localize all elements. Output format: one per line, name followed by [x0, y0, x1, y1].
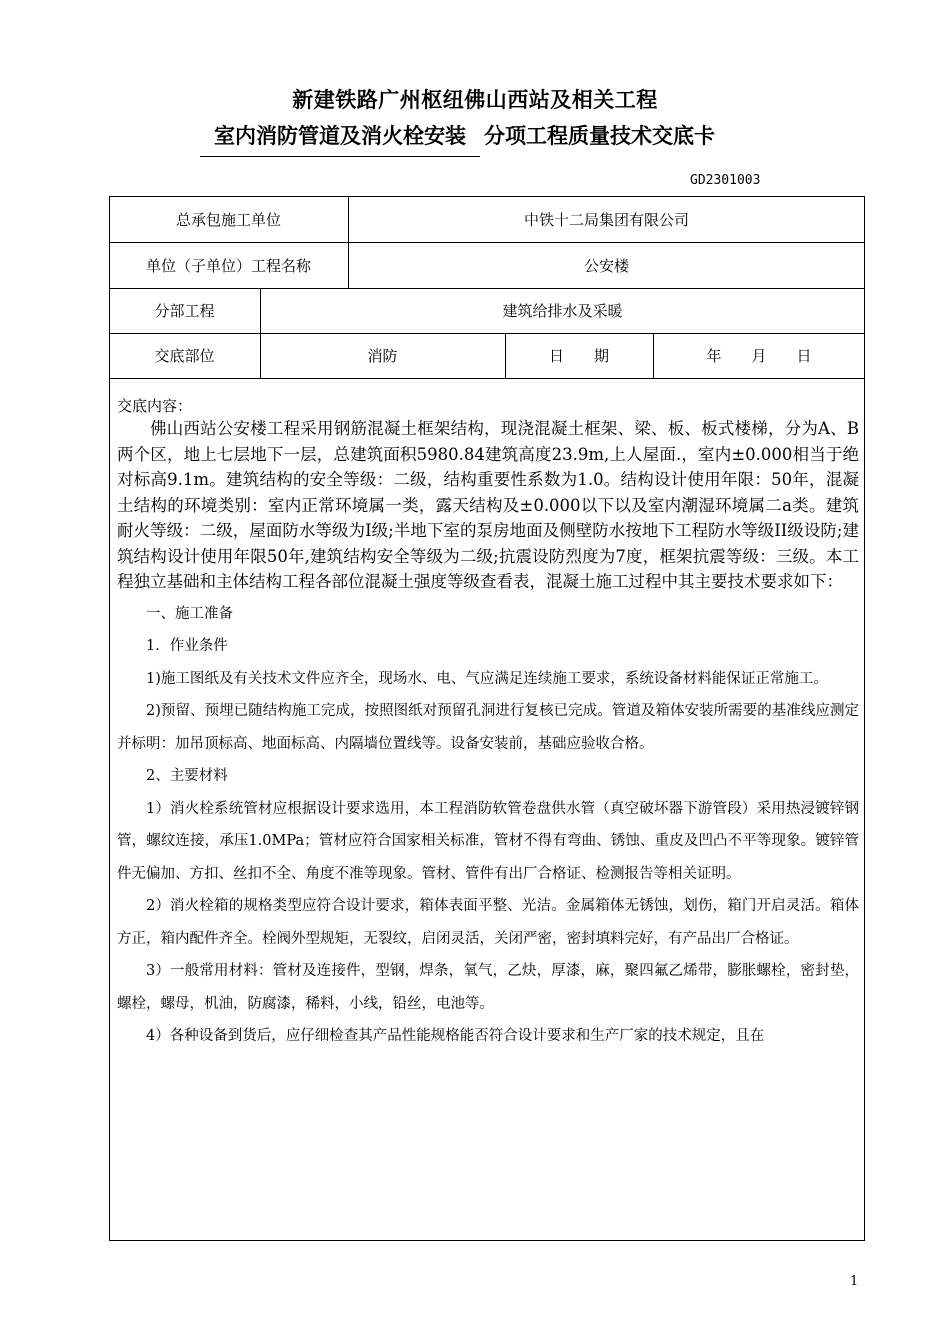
location-label: 交底部位	[154, 347, 215, 365]
table-divider	[109, 378, 865, 379]
material-item: 1）消火栓系统管材应根据设计要求选用，本工程消防软管卷盘供水管（真空破坏器下游管段）采用热浸镀锌钢管，螺纹连接，承压1.0MPa；管材应符合国家相关标准，管材不得有弯曲、锈蚀、重皮及凹凸不平等现象。镀锌管件无偏加、方扣、丝扣不全、角度不准等现象。管材、管件有出厂合格证、检测报告等相关证明。	[117, 800, 859, 882]
material-item: 3）一般常用材料：管材及连接件，型钢，焊条，氧气，乙炔，厚漆，麻，聚四氟乙烯带，膨胀螺栓，密封垫，螺栓，螺母，机油，防腐漆，稀料，小线，铅丝，电池等。	[117, 963, 859, 1012]
contractor-value: 中铁十二局集团有限公司	[523, 210, 689, 229]
page-number: 1	[850, 1274, 859, 1289]
material-item: 2）消火栓箱的规格类型应符合设计要求，箱体表面平整、光洁。金属箱体无锈蚀，划伤，箱门开启灵活。箱体方正，箱内配件齐全。栓阀外型规矩，无裂纹，启闭灵活，关闭严密，密封填料完好，有产品出厂合格证。	[117, 898, 859, 947]
content-label: 交底内容：	[117, 397, 193, 415]
contractor-label: 总承包施工单位	[175, 210, 281, 229]
project-overview: 佛山西站公安楼工程采用钢筋混凝土框架结构，现浇混凝土框架、梁、板、板式楼梯，分为A、B两个区，地上七层地下一层，总建筑面积5980.84建筑高度23.9m,上人屋面.，室内±0.000相当于绝对标高9.1m。建筑结构的安全等级：二级，结构重要性系数为1.0。结构设计使用年限：50年，混凝土结构的环境类别：室内正常环境属一类，露天结构及±0.000以下以及室内潮湿环境属二a类。建筑耐火等级：二级，屋面防水等级为Ⅰ级;半地下室的泵房地面及侧壁防水按地下工程防水等级II级设防;建筑结构设计使用年限50年,建筑结构安全等级为二级;抗震设防烈度为7度，框架抗震等级：三级。本工程独立基础和主体结构工程各部位混凝土强度等级查看表，混凝土施工过程中其主要技术要求如下：	[117, 419, 859, 591]
condition-item: 1)施工图纸及有关技术文件应齐全，现场水、电、气应满足连续施工要求，系统设备材料能保证正常施工。	[146, 670, 828, 687]
subsection-heading: 2、主要材料	[146, 768, 228, 784]
section-heading: 一、施工准备	[146, 605, 233, 622]
division-label: 分部工程	[154, 302, 215, 320]
subtitle-underlined-part: 室内消防管道及消火栓安装	[200, 120, 480, 157]
material-item: 4）各种设备到货后，应仔细检查其产品性能规格能否符合设计要求和生产厂家的技术规定，且在	[146, 1028, 765, 1044]
subtitle-rest: 分项工程质量技术交底卡	[484, 124, 715, 148]
condition-item: 2)预留、预埋已随结构施工完成，按照图纸对预留孔洞进行复核已完成。管道及箱体安装所需要的基准线应测定并标明：加吊顶标高、地面标高、内隔墙位置线等。设备安装前，基础应验收合格。	[117, 703, 859, 752]
document-subtitle	[200, 120, 715, 157]
location-value: 消防	[367, 347, 398, 365]
disclosure-content	[117, 396, 859, 1053]
date-value: 年 月 日	[706, 347, 812, 365]
project-name-value: 公安楼	[583, 256, 629, 275]
project-name-label: 单位（子单位）工程名称	[145, 256, 311, 275]
division-value: 建筑给排水及采暖	[502, 302, 623, 320]
document-code: GD2301003	[690, 173, 761, 188]
document-title: 新建铁路广州枢纽佛山西站及相关工程	[292, 88, 658, 112]
date-label: 日 期	[548, 347, 609, 365]
subsection-heading: 1．作业条件	[146, 638, 228, 654]
